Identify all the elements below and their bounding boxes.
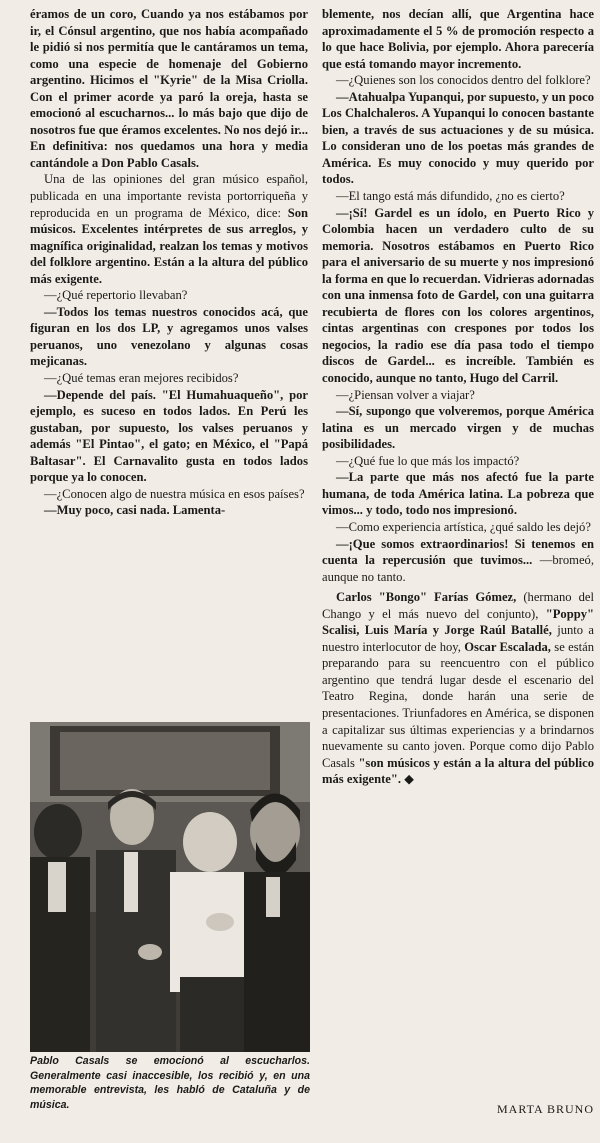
left-column-paragraph: —Muy poco, casi nada. Lamenta- xyxy=(44,503,226,518)
right-column-paragraph: —¡Que somos extraordinarios! Si tenemos en cuenta la repercusión que tuvimos... —bromeó, aunque no tanto. xyxy=(322,536,594,584)
left-column-paragraph: Una de las opiniones del gran músico español, publicada en una importante revista portorriqueña y reproducida en un programa de México, dice: Son músicos. Excelentes intérpretes de sus arreglos, y magnífica originalidad, realzan los temas y motivos del folklore argentino. Están a la altura del público más exigente. xyxy=(30,172,308,286)
right-column-paragraph: —Atahualpa Yupanqui, por supuesto, y un poco Los Chalchaleros. A Yupanqui lo conocen bastante bien, a través de sus actuaciones y de su música. Lo consideran uno de los poetas más grandes de América. Es muy conocido y muy querido por todos. xyxy=(322,89,594,187)
article-left-column xyxy=(30,6,308,519)
right-column-paragraph: blemente, nos decían allí, que Argentina hace aproximadamente el 5 % de promoción respecto a lo que hace Bolivia, por ejemplo. Ahora parecería que está tomando mayor incremento. xyxy=(322,7,594,71)
photo-caption: Pablo Casals se emocionó al escucharlos. Generalmente casi inaccesible, los recibió y, en una memorable entrevista, les habló de Cataluña y de música. xyxy=(30,1055,310,1111)
left-column-paragraph: —Depende del país. "El Humahuaqueño", por ejemplo, es suceso en todos lados. En Perú les gustaban, por supuesto, los valses peruanos y además "El Pintao", el gato; en México, el "Papá Baltasar". El Carnavalito gusta en todos lados porque ya lo conocen. xyxy=(30,387,308,485)
left-column-paragraph: —¿Conocen algo de nuestra música en esos países? xyxy=(44,486,305,501)
left-column-paragraph: —Todos los temas nuestros conocidos acá, que figuran en los dos LP, y agregamos unos valses peruanos, uno venezolano y algunas cosas mejicanas. xyxy=(30,304,308,369)
article-right-column xyxy=(322,6,594,788)
right-column-paragraph: —¡Sí! Gardel es un ídolo, en Puerto Rico y Colombia hacen un verdadero culto de su memoria. Nosotros estábamos en Puerto Rico para el aniversario de su muerte y nos impresionó la forma en que lo recuerdan. Vidrieras adornadas con una inmensa foto de Gardel, con una guitarra recubierta de flores con los colores argentinos, cintas argentinas con crespones por todos los negocios, la radio ese día pasa todo el tiempo discos de Gardel... es increíble. También es conocido, aunque no tanto, Hugo del Carril. xyxy=(322,205,594,386)
author-signature: MARTA BRUNO xyxy=(497,1102,594,1116)
photo-pablo-casals-with-group xyxy=(30,722,310,1052)
right-column-paragraph: —Como experiencia artística, ¿qué saldo les dejó? xyxy=(336,519,591,534)
right-column-paragraph: —¿Piensan volver a viajar? xyxy=(336,387,475,402)
photo-illustration xyxy=(30,722,310,1052)
left-column-paragraph: éramos de un coro, Cuando ya nos estábamos por ir, el Cónsul argentino, que nos había acompañado le pidió si nos permitía que le cantáramos un tema, como una especie de homenaje del Gobierno argentino. Hicimos el "Kyrie" de la Misa Criolla. Con el primer acorde ya paró la oreja, hasta se emocionó al escucharnos... lo más bajo que dijo de nosotros fue que éramos excelentes. No nos dejó ir... En definitiva: nos quedamos una hora y media cantándole a Don Pablo Casals. xyxy=(30,7,308,170)
right-column-paragraph: —¿Qué fue lo que más los impactó? xyxy=(336,453,520,468)
right-column-paragraph: —Sí, supongo que volveremos, porque América latina es un mercado virgen y de muchas posibilidades. xyxy=(322,404,594,452)
right-column-paragraph: —¿Quienes son los conocidos dentro del folklore? xyxy=(336,73,591,88)
right-column-paragraph: Carlos "Bongo" Farías Gómez, (hermano del Chango y el más nuevo del conjunto), "Poppy" Scalisi, Luis María y Jorge Raúl Batallé, junto a nuestro interlocutor de hoy, Oscar Escalada, se están preparando para su reencuentro con el público argentino que tendrá lugar desde el escenario del Teatro Regina, donde harán una serie de presentaciones. Triunfadores en América, se disponen a capitalizar sus últimas experiencias y a brindarnos nuevamente su canto joven. Porque como dijo Pablo Casals "son músicos y están a la altura del público más exigente". ◆ xyxy=(322,590,595,787)
left-column-paragraph: —¿Qué repertorio llevaban? xyxy=(44,288,188,303)
right-column-paragraph: —La parte que más nos afectó fue la parte humana, de toda América latina. La pobreza que vimos... y todo, todo nos impresionó. xyxy=(322,470,594,518)
right-column-paragraph: —El tango está más difundido, ¿no es cierto? xyxy=(336,189,565,204)
left-column-paragraph: —¿Qué temas eran mejores recibidos? xyxy=(44,371,239,386)
